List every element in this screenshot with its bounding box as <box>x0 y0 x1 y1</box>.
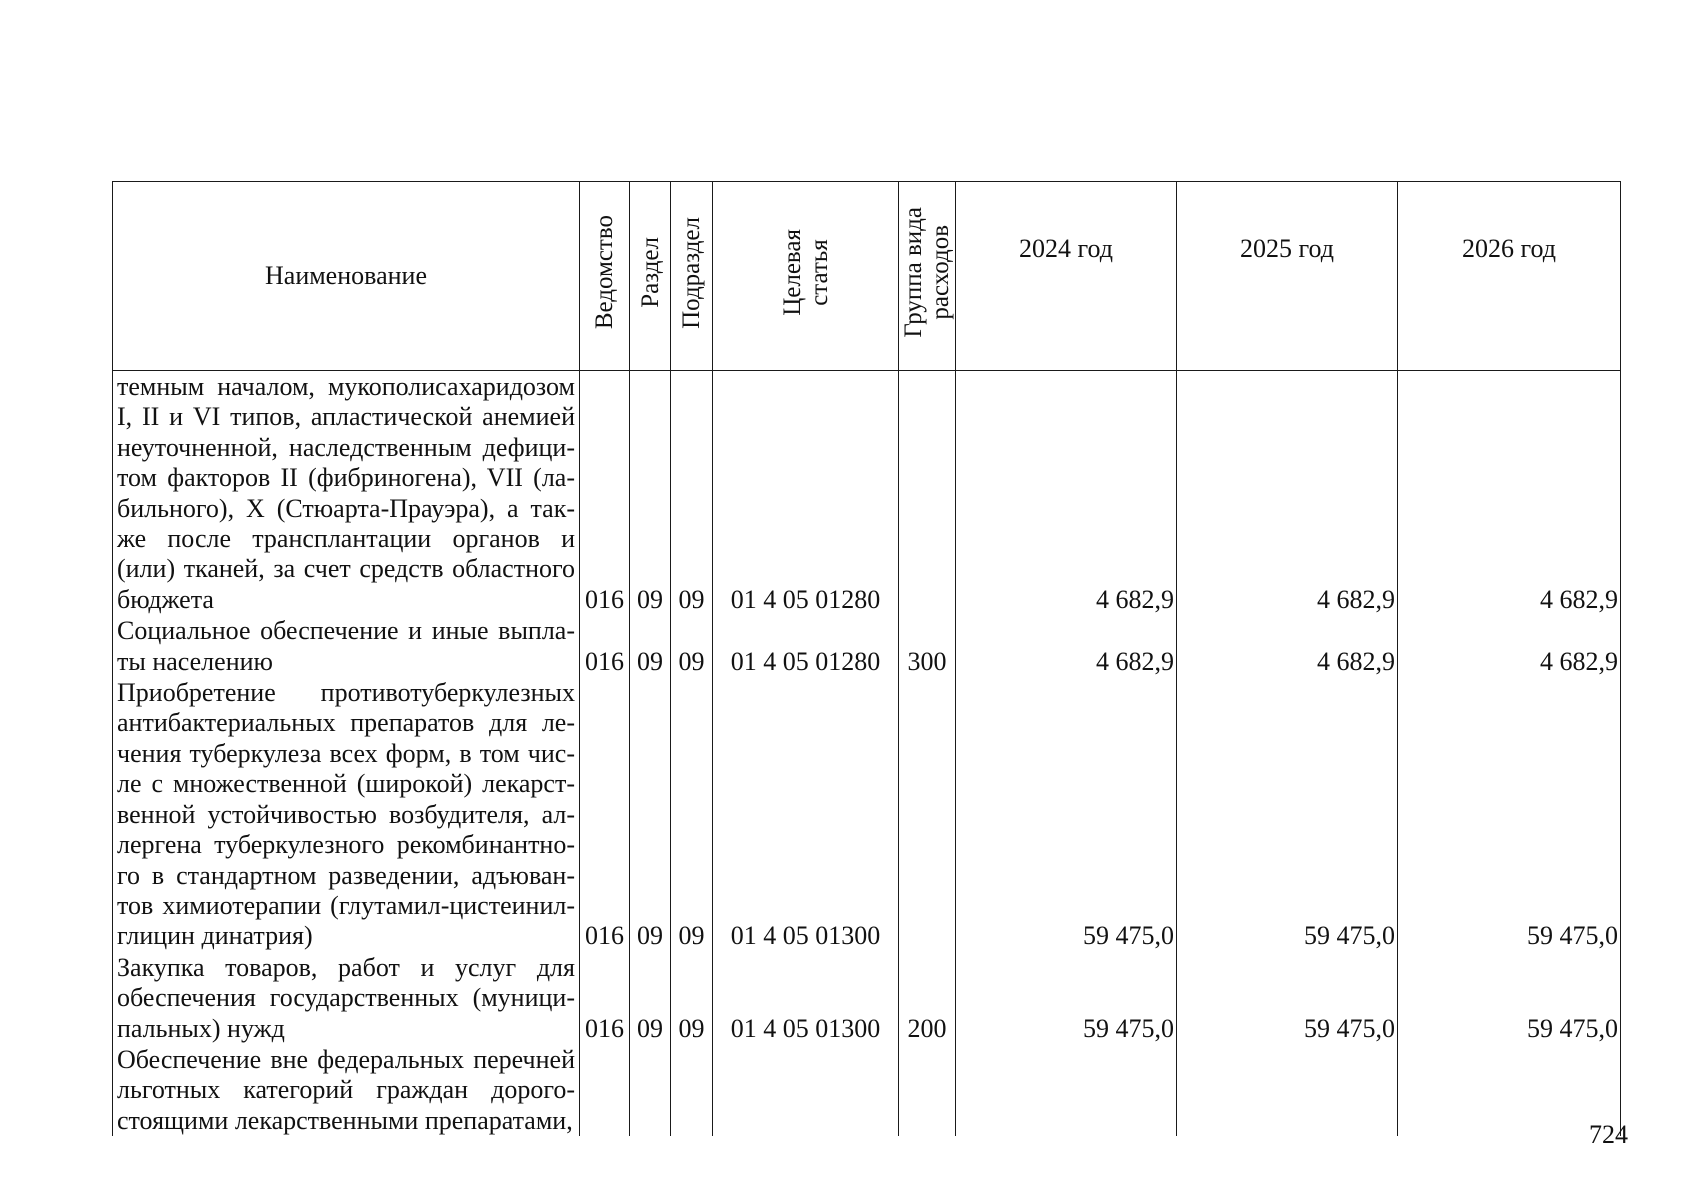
row-podrazdel: 09 <box>671 615 713 677</box>
row-2025: 4 682,9 <box>1177 371 1398 616</box>
row-2024: 59 475,0 <box>956 677 1177 952</box>
row-name: темным началом, мукополисахаридозом I, II и VI типов, апластической анемией неуточненной, наследственным дефици-том факторов II (фибриногена), VII (ла-бильного), X (Стюарта-Прауэра), а так-же после трансплантации органов и (или) тканей, за счет средств областного бюджета <box>113 371 580 616</box>
table-header-row <box>113 182 1621 371</box>
row-2026: 59 475,0 <box>1398 677 1621 952</box>
header-name: Наименование <box>113 182 580 371</box>
header-podrazdel: Подраздел <box>671 182 713 371</box>
row-2026: 4 682,9 <box>1398 615 1621 677</box>
row-vedomstvo: 016 <box>580 677 630 952</box>
row-vedomstvo: 016 <box>580 615 630 677</box>
row-group: 300 <box>899 615 956 677</box>
table-row <box>113 952 1621 1044</box>
row-name: Закупка товаров, работ и услуг для обеспечения государственных (муници-пальных) нужд <box>113 952 580 1044</box>
row-target: 01 4 05 01280 <box>713 371 899 616</box>
header-razdel: Раздел <box>630 182 671 371</box>
row-2025: 59 475,0 <box>1177 677 1398 952</box>
table-row <box>113 677 1621 952</box>
row-2024: 59 475,0 <box>956 952 1177 1044</box>
row-name: Социальное обеспечение и иные выпла-ты населению <box>113 615 580 677</box>
row-2026: 4 682,9 <box>1398 371 1621 616</box>
row-target <box>713 1044 899 1136</box>
row-razdel: 09 <box>630 952 671 1044</box>
page-number: 724 <box>1589 1120 1628 1149</box>
row-2024 <box>956 1044 1177 1136</box>
row-razdel <box>630 1044 671 1136</box>
row-vedomstvo: 016 <box>580 371 630 616</box>
row-podrazdel: 09 <box>671 677 713 952</box>
header-vedomstvo: Ведомство <box>580 182 630 371</box>
row-group: 200 <box>899 952 956 1044</box>
row-group <box>899 677 956 952</box>
row-group <box>899 371 956 616</box>
row-razdel: 09 <box>630 371 671 616</box>
row-podrazdel: 09 <box>671 371 713 616</box>
row-razdel: 09 <box>630 615 671 677</box>
table-row <box>113 615 1621 677</box>
header-gruppa-vida-raskhodov: Группа вида расходов <box>899 182 956 371</box>
row-vedomstvo <box>580 1044 630 1136</box>
row-name: Обеспечение вне федеральных перечней льготных категорий граждан дорого-стоящими лекарственными препаратами, <box>113 1044 580 1136</box>
row-2025: 59 475,0 <box>1177 952 1398 1044</box>
row-name: Приобретение противотуберкулезных антибактериальных препаратов для ле-чения туберкулеза всех форм, в том чис-ле с множественной (широкой) лекарст-венной устойчивостью возбудителя, ал-лергена туберкулезного рекомбинантно-го в стандартном разведении, адъюван-тов химиотерапии (глутамил-цистеинил-глицин динатрия) <box>113 677 580 952</box>
row-group <box>899 1044 956 1136</box>
header-tselevaya-statya: Целевая статья <box>713 182 899 371</box>
row-target: 01 4 05 01300 <box>713 677 899 952</box>
row-razdel: 09 <box>630 677 671 952</box>
row-2026: 59 475,0 <box>1398 952 1621 1044</box>
header-year-2026: 2026 год <box>1398 182 1621 371</box>
row-podrazdel <box>671 1044 713 1136</box>
row-2024: 4 682,9 <box>956 615 1177 677</box>
row-target: 01 4 05 01300 <box>713 952 899 1044</box>
row-2025: 4 682,9 <box>1177 615 1398 677</box>
budget-table <box>112 181 1621 1136</box>
row-target: 01 4 05 01280 <box>713 615 899 677</box>
row-2024: 4 682,9 <box>956 371 1177 616</box>
header-year-2025: 2025 год <box>1177 182 1398 371</box>
row-podrazdel: 09 <box>671 952 713 1044</box>
row-vedomstvo: 016 <box>580 952 630 1044</box>
table-row <box>113 1044 1621 1136</box>
table-row <box>113 371 1621 616</box>
row-2025 <box>1177 1044 1398 1136</box>
header-year-2024: 2024 год <box>956 182 1177 371</box>
